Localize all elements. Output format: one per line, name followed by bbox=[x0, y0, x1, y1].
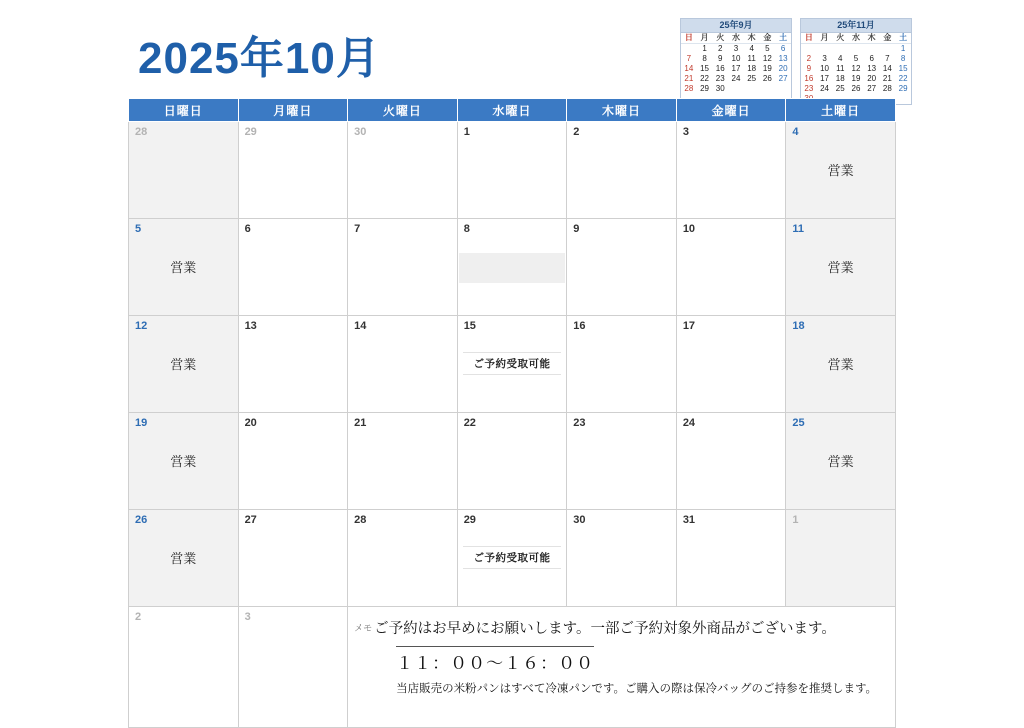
mini-weekday-header: 金 bbox=[880, 33, 896, 44]
mini-day-cell: 17 bbox=[820, 74, 829, 84]
day-number: 1 bbox=[792, 514, 799, 526]
mini-weekday-header: 月 bbox=[817, 33, 833, 44]
day-number: 5 bbox=[135, 223, 142, 235]
mini-day-cell: 21 bbox=[684, 74, 694, 84]
mini-day-cell: 28 bbox=[684, 84, 694, 94]
mini-week-row bbox=[681, 74, 791, 84]
calendar-day-cell[interactable] bbox=[348, 122, 458, 219]
day-event-label: 営業 bbox=[827, 163, 854, 178]
calendar-day-cell[interactable] bbox=[457, 413, 567, 510]
memo-icon: メモ bbox=[354, 623, 373, 633]
weekday-header: 火曜日 bbox=[348, 99, 458, 122]
note-line-1-text: ご予約はお早めにお願いします。一部ご予約対象外商品がございます。 bbox=[374, 621, 836, 637]
day-number: 18 bbox=[792, 320, 805, 332]
mini-day-cell: 20 bbox=[867, 74, 877, 84]
day-number: 23 bbox=[573, 417, 586, 429]
mini-calendar-grid bbox=[681, 33, 791, 94]
calendar-week-row bbox=[129, 122, 896, 219]
mini-day-cell: 2 bbox=[806, 54, 812, 64]
day-number: 2 bbox=[573, 126, 580, 138]
weekday-header: 水曜日 bbox=[457, 99, 567, 122]
calendar-day-cell[interactable] bbox=[238, 122, 348, 219]
mini-day-cell: 14 bbox=[684, 64, 694, 74]
calendar-day-cell[interactable] bbox=[567, 122, 677, 219]
note-line-3: 当店販売の米粉パンはすべて冷凍パンです。ご購入の際は保冷バッグのご持参を推奨します。 bbox=[396, 683, 878, 695]
mini-weekday-header: 日 bbox=[681, 33, 697, 44]
mini-day-cell: 10 bbox=[820, 64, 829, 74]
mini-day-cell: 23 bbox=[715, 74, 725, 84]
mini-day-cell bbox=[848, 44, 864, 55]
mini-day-cell bbox=[895, 94, 911, 104]
day-highlight-band bbox=[459, 253, 566, 283]
mini-day-cell: 23 bbox=[804, 84, 814, 94]
day-number: 29 bbox=[463, 514, 476, 526]
mini-week-row bbox=[801, 64, 911, 74]
mini-day-cell: 27 bbox=[867, 84, 877, 94]
mini-calendar bbox=[680, 18, 792, 105]
calendar-day-cell[interactable] bbox=[676, 219, 786, 316]
calendar-day-cell[interactable] bbox=[567, 413, 677, 510]
mini-calendar-grid bbox=[801, 33, 911, 104]
day-number: 26 bbox=[135, 514, 148, 526]
business-hours: １１：００〜１６：００ bbox=[396, 646, 594, 674]
mini-weekday-header: 木 bbox=[864, 33, 880, 44]
calendar-week-row bbox=[129, 316, 896, 413]
mini-day-cell: 7 bbox=[686, 54, 692, 64]
mini-day-cell: 14 bbox=[882, 64, 892, 74]
calendar-day-cell[interactable] bbox=[129, 122, 239, 219]
mini-weekday-header: 金 bbox=[760, 33, 776, 44]
mini-calendar bbox=[800, 18, 912, 105]
mini-week-row bbox=[801, 54, 911, 64]
mini-day-cell: 7 bbox=[885, 54, 890, 64]
mini-day-cell: 12 bbox=[762, 54, 772, 64]
calendar-day-cell[interactable] bbox=[238, 413, 348, 510]
mini-week-row bbox=[801, 44, 911, 55]
day-number: 11 bbox=[792, 223, 805, 235]
mini-day-cell: 21 bbox=[882, 74, 892, 84]
footer-note-cell bbox=[348, 607, 896, 728]
mini-day-cell: 4 bbox=[749, 44, 754, 54]
mini-day-cell: 4 bbox=[838, 54, 843, 64]
mini-week-row bbox=[801, 84, 911, 94]
mini-day-cell: 1 bbox=[900, 44, 906, 54]
mini-day-cell: 29 bbox=[898, 84, 908, 94]
weekday-header: 月曜日 bbox=[238, 99, 348, 122]
day-number: 14 bbox=[354, 320, 367, 332]
calendar-day-cell[interactable] bbox=[676, 510, 786, 607]
reservation-pickup-tag: ご予約受取可能 bbox=[463, 546, 562, 569]
mini-day-cell: 30 bbox=[715, 84, 725, 94]
day-event-label: 営業 bbox=[170, 551, 197, 566]
footer-note bbox=[348, 607, 895, 696]
calendar-day-cell[interactable] bbox=[238, 510, 348, 607]
mini-day-cell: 8 bbox=[702, 54, 707, 64]
reservation-pickup-tag: ご予約受取可能 bbox=[463, 352, 562, 375]
note-line-1 bbox=[354, 617, 889, 638]
calendar-day-cell[interactable] bbox=[567, 316, 677, 413]
calendar-day-cell[interactable] bbox=[457, 510, 567, 607]
day-number: 29 bbox=[244, 126, 257, 138]
calendar-body bbox=[129, 122, 896, 728]
calendar-day-cell[interactable] bbox=[348, 316, 458, 413]
calendar-day-cell[interactable] bbox=[129, 510, 239, 607]
mini-day-cell: 3 bbox=[822, 54, 827, 64]
calendar-day-cell[interactable] bbox=[786, 510, 896, 607]
mini-day-cell: 29 bbox=[700, 84, 709, 94]
mini-day-cell: 27 bbox=[778, 74, 788, 84]
day-number: 30 bbox=[573, 514, 586, 526]
day-number: 3 bbox=[244, 611, 251, 623]
mini-weekday-header: 土 bbox=[895, 33, 911, 44]
mini-day-cell: 26 bbox=[851, 84, 861, 94]
mini-day-cell: 17 bbox=[731, 64, 741, 74]
mini-day-cell: 25 bbox=[747, 74, 757, 84]
mini-calendars bbox=[680, 18, 912, 105]
calendar-day-cell[interactable] bbox=[238, 607, 348, 728]
mini-day-cell: 3 bbox=[733, 44, 739, 54]
day-number: 4 bbox=[792, 126, 799, 138]
mini-week-row bbox=[681, 54, 791, 64]
weekday-header: 土曜日 bbox=[786, 99, 896, 122]
day-number: 16 bbox=[573, 320, 586, 332]
mini-calendar-heading: 25年11月 bbox=[801, 19, 911, 33]
day-number: 22 bbox=[463, 417, 476, 429]
mini-day-cell: 2 bbox=[718, 44, 723, 54]
mini-day-cell: 19 bbox=[762, 64, 772, 74]
mini-day-cell bbox=[681, 44, 697, 55]
mini-day-cell: 18 bbox=[747, 64, 757, 74]
mini-weekday-header: 水 bbox=[728, 33, 744, 44]
mini-day-cell: 19 bbox=[851, 74, 861, 84]
mini-day-cell: 1 bbox=[702, 44, 707, 54]
mini-weekday-header: 水 bbox=[848, 33, 864, 44]
mini-week-row bbox=[681, 44, 791, 55]
mini-day-cell bbox=[832, 44, 848, 55]
day-number: 31 bbox=[682, 514, 696, 526]
mini-day-cell: 11 bbox=[836, 64, 845, 74]
day-number: 13 bbox=[244, 320, 257, 332]
mini-day-cell: 9 bbox=[806, 64, 812, 74]
mini-weekday-header: 火 bbox=[712, 33, 728, 44]
mini-day-cell: 13 bbox=[867, 64, 877, 74]
mini-day-cell: 16 bbox=[804, 74, 814, 84]
mini-day-cell: 20 bbox=[778, 64, 788, 74]
mini-day-cell: 16 bbox=[715, 64, 725, 74]
day-number: 25 bbox=[792, 417, 805, 429]
mini-day-cell: 8 bbox=[900, 54, 906, 64]
day-number: 3 bbox=[682, 126, 689, 138]
day-number: 17 bbox=[682, 320, 696, 332]
day-number: 9 bbox=[573, 223, 580, 235]
day-event-label: 営業 bbox=[827, 260, 854, 275]
calendar-day-cell[interactable] bbox=[567, 510, 677, 607]
calendar-day-cell[interactable] bbox=[567, 219, 677, 316]
day-number: 6 bbox=[244, 223, 251, 235]
calendar-day-cell[interactable] bbox=[786, 122, 896, 219]
page-title: 2025年10月 bbox=[138, 34, 381, 83]
weekday-header: 木曜日 bbox=[567, 99, 677, 122]
calendar-footer-row bbox=[129, 607, 896, 728]
day-number: 28 bbox=[354, 514, 367, 526]
day-number: 24 bbox=[682, 417, 696, 429]
mini-day-cell: 11 bbox=[747, 54, 756, 64]
mini-weekday-header: 月 bbox=[697, 33, 713, 44]
calendar-day-cell[interactable] bbox=[348, 413, 458, 510]
mini-day-cell bbox=[775, 84, 791, 94]
calendar-day-cell[interactable] bbox=[348, 219, 458, 316]
calendar-day-cell[interactable] bbox=[129, 219, 239, 316]
mini-day-cell: 13 bbox=[778, 54, 788, 64]
day-number: 20 bbox=[244, 417, 257, 429]
mini-weekday-header: 日 bbox=[801, 33, 817, 44]
day-event-label: 営業 bbox=[170, 357, 197, 372]
day-number: 30 bbox=[354, 126, 367, 138]
mini-day-cell: 22 bbox=[700, 74, 709, 84]
mini-day-cell: 6 bbox=[780, 44, 786, 54]
mini-day-cell: 24 bbox=[820, 84, 829, 94]
mini-day-cell bbox=[817, 44, 833, 55]
mini-day-cell: 22 bbox=[898, 74, 908, 84]
calendar-day-cell[interactable] bbox=[676, 413, 786, 510]
calendar-day-cell[interactable] bbox=[457, 219, 567, 316]
mini-week-row bbox=[801, 74, 911, 84]
main-calendar bbox=[128, 98, 896, 728]
day-number: 15 bbox=[463, 320, 476, 332]
mini-day-cell: 15 bbox=[700, 64, 709, 74]
calendar-week-row bbox=[129, 219, 896, 316]
mini-day-cell: 24 bbox=[731, 74, 741, 84]
mini-day-cell: 5 bbox=[765, 44, 770, 54]
calendar-week-row bbox=[129, 413, 896, 510]
mini-day-cell: 28 bbox=[882, 84, 892, 94]
day-number: 19 bbox=[135, 417, 148, 429]
mini-day-cell bbox=[864, 44, 880, 55]
day-number: 27 bbox=[244, 514, 257, 526]
mini-day-cell: 26 bbox=[762, 74, 772, 84]
mini-calendar-heading: 25年9月 bbox=[681, 19, 791, 33]
day-event-label: 営業 bbox=[170, 260, 197, 275]
day-number: 21 bbox=[354, 417, 367, 429]
mini-day-cell: 6 bbox=[869, 54, 874, 64]
mini-weekday-header: 木 bbox=[744, 33, 760, 44]
calendar-day-cell[interactable] bbox=[676, 122, 786, 219]
day-event-label: 営業 bbox=[827, 454, 854, 469]
calendar-day-cell[interactable] bbox=[238, 316, 348, 413]
day-number: 12 bbox=[135, 320, 148, 332]
calendar-day-cell[interactable] bbox=[786, 316, 896, 413]
calendar-day-cell[interactable] bbox=[129, 413, 239, 510]
mini-day-cell bbox=[744, 84, 760, 94]
weekday-header: 金曜日 bbox=[676, 99, 786, 122]
mini-day-cell: 9 bbox=[718, 54, 723, 64]
day-number: 2 bbox=[135, 611, 142, 623]
mini-day-cell bbox=[728, 84, 744, 94]
mini-weekday-header: 土 bbox=[775, 33, 791, 44]
day-number: 28 bbox=[135, 126, 148, 138]
calendar-day-cell[interactable] bbox=[786, 219, 896, 316]
mini-day-cell bbox=[760, 84, 776, 94]
day-event-label: 営業 bbox=[170, 454, 197, 469]
calendar-week-row bbox=[129, 510, 896, 607]
day-event-label: 営業 bbox=[827, 357, 854, 372]
mini-day-cell: 10 bbox=[731, 54, 741, 64]
mini-day-cell: 5 bbox=[853, 54, 859, 64]
calendar-day-cell[interactable] bbox=[457, 122, 567, 219]
mini-week-row bbox=[681, 64, 791, 74]
calendar-day-cell[interactable] bbox=[786, 413, 896, 510]
mini-day-cell bbox=[801, 44, 817, 55]
calendar-day-cell[interactable] bbox=[457, 316, 567, 413]
mini-day-cell: 18 bbox=[835, 74, 845, 84]
day-number: 8 bbox=[463, 223, 470, 235]
day-number: 10 bbox=[682, 223, 696, 235]
day-number: 7 bbox=[354, 223, 361, 235]
mini-day-cell: 12 bbox=[851, 64, 861, 74]
calendar-header-row bbox=[129, 99, 896, 122]
day-number: 1 bbox=[463, 126, 470, 138]
calendar-day-cell[interactable] bbox=[676, 316, 786, 413]
calendar-day-cell[interactable] bbox=[348, 510, 458, 607]
mini-day-cell: 25 bbox=[835, 84, 845, 94]
mini-weekday-header: 火 bbox=[832, 33, 848, 44]
mini-day-cell bbox=[880, 44, 896, 55]
mini-week-row bbox=[681, 84, 791, 94]
calendar-day-cell[interactable] bbox=[129, 607, 239, 728]
mini-day-cell: 15 bbox=[898, 64, 908, 74]
weekday-header: 日曜日 bbox=[129, 99, 239, 122]
calendar-day-cell[interactable] bbox=[238, 219, 348, 316]
calendar-day-cell[interactable] bbox=[129, 316, 239, 413]
